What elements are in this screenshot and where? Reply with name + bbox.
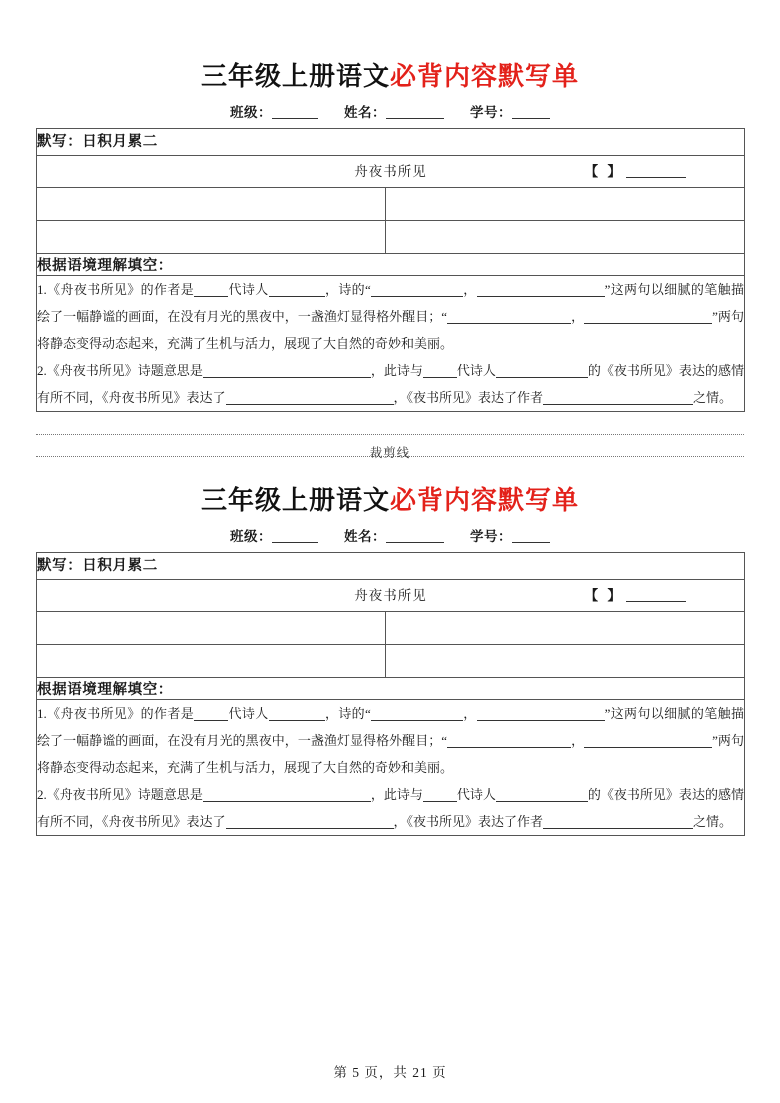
student-no-label-bottom: 学号： <box>470 528 512 544</box>
q2-number: 2. <box>37 362 47 378</box>
q2-seg-a: 《舟夜书所见》诗题意思是 <box>46 362 203 378</box>
q1-seg-b: 代诗人 <box>228 281 269 297</box>
q1-seg-a: 《舟夜书所见》的作者是 <box>46 281 195 297</box>
answer-cell-1b[interactable] <box>386 187 745 220</box>
answer-cell-2a[interactable] <box>37 220 386 253</box>
table-row-fill-header-bottom <box>37 677 745 699</box>
q2-seg-b-bottom: ，此诗与 <box>370 786 423 802</box>
q1-blank-5[interactable] <box>447 308 493 324</box>
table-row-fill-header <box>37 253 745 275</box>
poem-bracket-group-bottom <box>585 580 686 611</box>
q2-blank-2[interactable] <box>423 362 457 378</box>
table-row-poem-title <box>37 155 745 187</box>
q1-blank-1-bottom[interactable] <box>194 705 228 721</box>
answer-cell-2b-bottom[interactable] <box>386 644 745 677</box>
q2-blank-5[interactable] <box>543 389 693 405</box>
q1-seg-f: ， <box>571 308 585 324</box>
q2-blank-1[interactable] <box>203 362 371 378</box>
q1-seg-c-bottom: ，诗的“ <box>324 705 371 721</box>
name-label: 姓名： <box>344 104 386 120</box>
table-row-answer-1 <box>37 187 745 220</box>
q1-seg-f-bottom: ， <box>571 732 585 748</box>
table-row-answer-2 <box>37 220 745 253</box>
q1-number-bottom: 1. <box>37 705 47 721</box>
cut-line-label: 裁剪线 <box>369 445 411 460</box>
q2-seg-d: 的《夜书所见》表达的感情有所不同，《舟夜书所见》表达了 <box>37 362 744 405</box>
table-row-answer-1-bottom <box>37 611 745 644</box>
answer-cell-1b-bottom[interactable] <box>386 611 745 644</box>
class-blank-bottom[interactable] <box>272 542 318 543</box>
poem-author-blank-bottom[interactable] <box>626 601 686 602</box>
poem-title-text-bottom: 舟夜书所见 <box>354 587 427 603</box>
table-row-questions-bottom <box>37 699 745 835</box>
q2-seg-f-bottom: 之情。 <box>693 813 733 829</box>
answer-cell-1a-bottom[interactable] <box>37 611 386 644</box>
q1-seg-b-bottom: 代诗人 <box>228 705 269 721</box>
student-no-label: 学号： <box>470 104 512 120</box>
cut-line-middle <box>36 435 744 459</box>
worksheet-table-top <box>36 128 745 412</box>
name-blank-bottom[interactable] <box>386 542 444 543</box>
question-2-bottom <box>37 781 744 835</box>
page-footer: 第 5 页，共 21 页 <box>333 1065 447 1080</box>
class-label-bottom: 班级： <box>230 528 272 544</box>
q1-seg-a-bottom: 《舟夜书所见》的作者是 <box>46 705 195 721</box>
identity-line-bottom <box>36 525 744 545</box>
q2-number-bottom: 2. <box>37 786 47 802</box>
answer-cell-2b[interactable] <box>386 220 745 253</box>
poem-title-cell-bottom <box>37 579 745 611</box>
q1-blank-6-bottom[interactable] <box>493 732 571 748</box>
fill-header-cell: 根据语境理解填空： <box>37 253 745 275</box>
poem-author-blank[interactable] <box>626 177 686 178</box>
q1-seg-d: ， <box>462 281 477 297</box>
q1-blank-4-bottom[interactable] <box>477 705 605 721</box>
q2-blank-5-bottom[interactable] <box>543 813 693 829</box>
q2-blank-3-bottom[interactable] <box>496 786 588 802</box>
q2-seg-d-bottom: 的《夜书所见》表达的感情有所不同，《舟夜书所见》表达了 <box>37 786 744 829</box>
page-title-black: 三年级上册语文 <box>200 62 390 91</box>
q2-blank-1-bottom[interactable] <box>203 786 371 802</box>
worksheet-copy-top <box>36 0 744 412</box>
question-1-bottom <box>37 700 744 781</box>
class-label: 班级： <box>230 104 272 120</box>
identity-line-top <box>36 101 744 121</box>
table-row-dictation-header-bottom <box>37 552 745 579</box>
dictation-header-cell: 默写：日积月累二 <box>37 128 745 155</box>
fill-header-cell-bottom: 根据语境理解填空： <box>37 677 745 699</box>
q1-blank-2-bottom[interactable] <box>269 705 325 721</box>
q2-blank-3[interactable] <box>496 362 588 378</box>
q1-number: 1. <box>37 281 47 297</box>
class-blank[interactable] <box>272 118 318 119</box>
poem-bracket: 【 】 <box>584 163 624 179</box>
q2-seg-a-bottom: 《舟夜书所见》诗题意思是 <box>46 786 203 802</box>
page-title-red: 必背内容默写单 <box>390 62 580 91</box>
page-title <box>36 62 744 92</box>
q1-seg-g: ”两句将静态变得动态起来，充满了生机与活力，展现了大自然的奇妙和美丽。 <box>37 308 744 351</box>
question-2 <box>37 357 744 411</box>
q1-seg-d-bottom: ， <box>462 705 477 721</box>
q2-seg-e-bottom: ，《夜书所见》表达了作者 <box>393 813 544 829</box>
q1-blank-1[interactable] <box>194 281 228 297</box>
questions-cell-bottom <box>37 699 745 835</box>
q1-blank-7-bottom[interactable] <box>584 732 712 748</box>
page-title-black-bottom: 三年级上册语文 <box>200 485 390 515</box>
q1-blank-4[interactable] <box>477 281 605 297</box>
dictation-header-cell-bottom: 默写：日积月累二 <box>37 552 745 579</box>
q1-seg-e-bottom: ”这两句以细腻的笔触描绘了一幅静谧的画面，在没有月光的黑夜中，一盏渔灯显得格外醒目；“ <box>37 705 744 748</box>
worksheet-table-bottom <box>36 552 745 836</box>
q1-seg-c: ，诗的“ <box>324 281 371 297</box>
q1-blank-3[interactable] <box>371 281 463 297</box>
q2-seg-c: 代诗人 <box>456 362 496 378</box>
q1-blank-5-bottom[interactable] <box>447 732 493 748</box>
poem-bracket-group <box>585 156 686 187</box>
page-title-red-bottom: 必背内容默写单 <box>390 485 580 515</box>
q1-blank-3-bottom[interactable] <box>371 705 463 721</box>
worksheet-copy-bottom <box>36 459 744 836</box>
page-title-bottom <box>36 486 744 516</box>
answer-cell-2a-bottom[interactable] <box>37 644 386 677</box>
table-row-answer-2-bottom <box>37 644 745 677</box>
q2-seg-c-bottom: 代诗人 <box>456 786 496 802</box>
q1-blank-2[interactable] <box>269 281 325 297</box>
table-row-dictation-header <box>37 128 745 155</box>
table-row-poem-title-bottom <box>37 579 745 611</box>
cut-line-section <box>36 412 744 459</box>
q1-blank-6[interactable] <box>493 308 571 324</box>
q1-seg-g-bottom: ”两句将静态变得动态起来，充满了生机与活力，展现了大自然的奇妙和美丽。 <box>37 732 744 775</box>
question-1 <box>37 276 744 357</box>
q2-blank-4[interactable] <box>226 389 394 405</box>
q2-blank-4-bottom[interactable] <box>226 813 394 829</box>
q2-seg-b: ，此诗与 <box>370 362 423 378</box>
q2-seg-e: ，《夜书所见》表达了作者 <box>393 389 544 405</box>
table-row-questions <box>37 275 745 411</box>
questions-cell <box>37 275 745 411</box>
name-blank[interactable] <box>386 118 444 119</box>
student-no-blank-bottom[interactable] <box>512 542 550 543</box>
student-no-blank[interactable] <box>512 118 550 119</box>
q1-seg-e: ”这两句以细腻的笔触描绘了一幅静谧的画面，在没有月光的黑夜中，一盏渔灯显得格外醒目；“ <box>37 281 744 324</box>
poem-title-text: 舟夜书所见 <box>354 163 427 179</box>
answer-cell-1a[interactable] <box>37 187 386 220</box>
poem-title-cell <box>37 155 745 187</box>
poem-bracket-bottom: 【 】 <box>584 587 624 603</box>
q2-blank-2-bottom[interactable] <box>423 786 457 802</box>
q2-seg-f: 之情。 <box>693 389 733 405</box>
name-label-bottom: 姓名： <box>344 528 386 544</box>
q1-blank-7[interactable] <box>584 308 712 324</box>
